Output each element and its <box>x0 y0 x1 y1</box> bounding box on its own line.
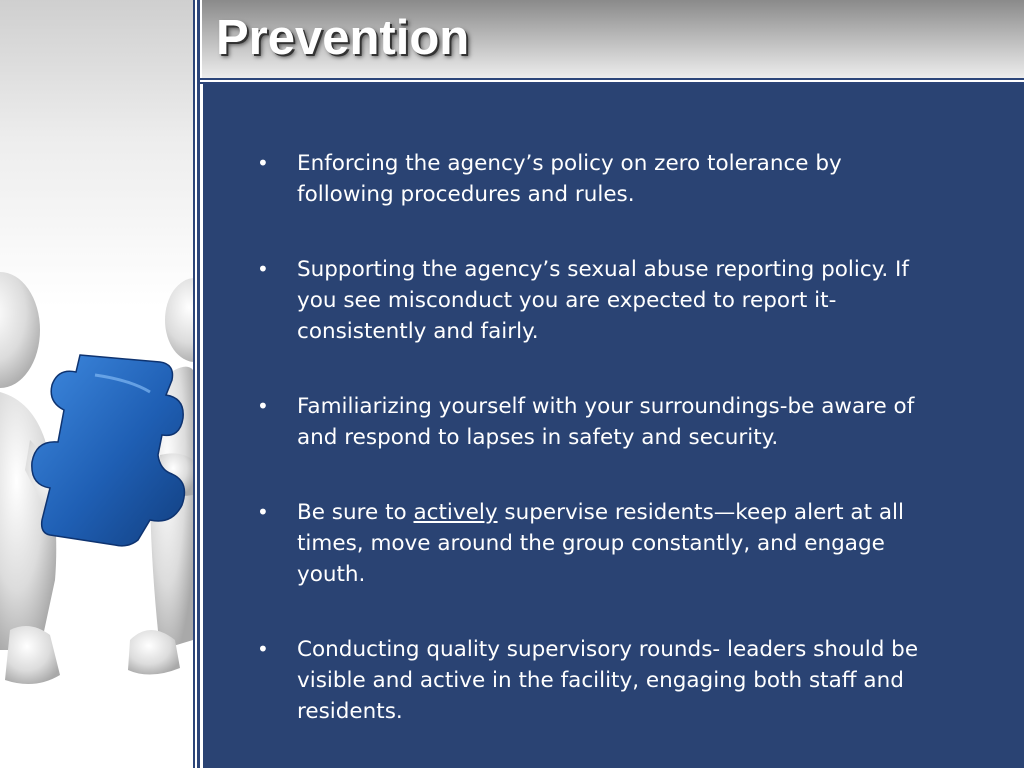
list-item <box>257 254 937 347</box>
bullet-icon: • <box>257 394 269 418</box>
content-panel <box>200 84 1024 768</box>
list-item <box>257 391 937 453</box>
title-rule <box>200 78 1024 80</box>
bullet-icon: • <box>257 151 269 175</box>
bullet-text: Conducting quality supervisory rounds- leaders should be visible and active in the facility, engaging both staff and residents. <box>297 637 919 724</box>
puzzle-people-illustration <box>0 0 193 768</box>
bullet-icon: • <box>257 500 269 524</box>
bullet-text: Familiarizing yourself with your surroundings-be aware of and respond to lapses in safety and security. <box>297 394 915 450</box>
illustration-panel <box>0 0 193 768</box>
bullet-text: Enforcing the agency’s policy on zero tolerance by following procedures and rules. <box>297 151 842 207</box>
bullet-text: Supporting the agency’s sexual abuse reporting policy. If you see misconduct you are expected to report it-consistently and fairly. <box>297 257 909 344</box>
bullet-icon: • <box>257 257 269 281</box>
bullet-icon: • <box>257 637 269 661</box>
divider-line <box>193 0 195 768</box>
list-item <box>257 497 937 590</box>
bullet-text-start: Be sure to <box>297 500 414 525</box>
list-item <box>257 634 937 727</box>
bullet-list <box>257 148 937 771</box>
page-title: Prevention <box>216 11 470 65</box>
list-item <box>257 148 937 210</box>
bullet-text-end: supervise residents—keep alert at all times, move around the group constantly, and engage youth. <box>297 500 904 587</box>
emphasis-actively: actively <box>413 500 498 525</box>
